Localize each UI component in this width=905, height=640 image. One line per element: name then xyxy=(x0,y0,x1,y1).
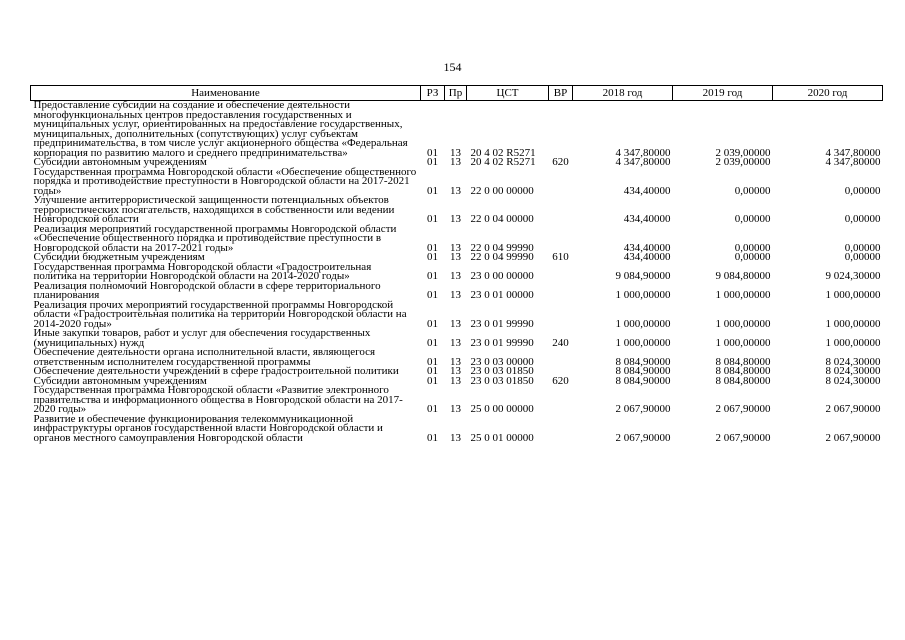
table-row xyxy=(31,386,883,415)
row-2020: 9 024,30000 xyxy=(825,270,881,282)
header-2020: 2020 год xyxy=(773,86,883,101)
row-2019: 8 084,80000 xyxy=(715,374,771,387)
row-2018: 434,40000 xyxy=(623,241,671,254)
row-pr: 13 xyxy=(450,336,461,349)
row-2018: 434,40000 xyxy=(623,184,671,197)
table-row xyxy=(31,415,883,444)
row-2020: 8 024,30000 xyxy=(825,374,881,387)
header-cst: ЦСТ xyxy=(467,86,549,101)
row-vr xyxy=(549,348,573,367)
row-vr: 620 xyxy=(552,374,569,387)
row-vr xyxy=(549,263,573,282)
table-row xyxy=(31,263,883,282)
header-pr: Пр xyxy=(445,86,467,101)
row-name: Предоставление субсидии на создание и обеспечение деятельности многофункциональных центров предоставления государственных и муниципальных услуг, ориентированных на предоставление государственных, муниципальных, дополнительных (сопутствующих) услуг субъектам предпринимательства, в том числе услуг акционерного общества «Федеральная корпорация по развитию малого и среднего предпринимательства» xyxy=(33,99,408,159)
row-2019: 1 000,00000 xyxy=(715,317,771,330)
row-2019: 0,00000 xyxy=(734,241,771,254)
row-2018: 434,40000 xyxy=(623,213,671,225)
row-2018: 1 000,00000 xyxy=(615,317,671,330)
row-2020: 1 000,00000 xyxy=(825,317,881,330)
row-vr xyxy=(549,101,573,159)
row-2020: 1 000,00000 xyxy=(825,289,881,301)
row-name: Субсидии автономным учреждениям xyxy=(33,374,207,387)
row-vr xyxy=(549,282,573,301)
row-cst: 23 0 03 00000 xyxy=(470,355,534,368)
row-cst: 25 0 00 00000 xyxy=(470,403,534,415)
row-rz: 01 xyxy=(427,213,438,225)
row-2018: 8 084,90000 xyxy=(615,365,671,377)
row-rz: 01 xyxy=(427,374,438,387)
row-pr: 13 xyxy=(450,184,461,197)
row-name: Обеспечение деятельности органа исполнительной власти, являющегося ответственным исполнителем государственной программы xyxy=(33,346,376,368)
table-row xyxy=(31,301,883,330)
row-name: Реализация прочих мероприятий государственной программы Новгородской области «Градостроительная политика на территории Новгородской области на 2014-2020 годы» xyxy=(33,298,407,330)
row-2020: 0,00000 xyxy=(844,241,881,254)
row-rz: 01 xyxy=(427,241,438,254)
row-rz: 01 xyxy=(427,355,438,368)
row-pr: 13 xyxy=(450,213,461,225)
row-name: Государственная программа Новгородской области «Обеспечение общественного порядка и противодействие преступности в Новгородской области на 2017-2021 годы» xyxy=(33,165,417,197)
row-rz: 01 xyxy=(427,336,438,349)
row-cst: 23 0 03 01850 xyxy=(470,374,534,387)
row-rz: 01 xyxy=(427,365,438,377)
row-rz: 01 xyxy=(427,403,438,415)
row-2020: 8 024,30000 xyxy=(825,355,881,368)
row-2018: 2 067,90000 xyxy=(615,431,671,444)
row-2019: 2 067,90000 xyxy=(715,403,771,415)
row-cst: 22 0 00 00000 xyxy=(470,184,534,197)
row-rz: 01 xyxy=(427,146,438,159)
page-number: 154 xyxy=(443,60,462,74)
row-pr: 13 xyxy=(450,251,461,263)
row-2020: 1 000,00000 xyxy=(825,336,881,349)
row-rz: 01 xyxy=(427,184,438,197)
table-row xyxy=(31,196,883,225)
row-2019: 8 084,80000 xyxy=(715,365,771,377)
header-2019: 2019 год xyxy=(673,86,773,101)
row-2019: 0,00000 xyxy=(734,213,771,225)
row-vr xyxy=(549,415,573,444)
row-rz: 01 xyxy=(427,270,438,282)
row-pr: 13 xyxy=(450,146,461,159)
row-2018: 8 084,90000 xyxy=(615,355,671,368)
row-name: Улучшение антитеррористической защищенности потенциальных объектов террористических посягательств, находящихся в собственности или ведении Новгородской области xyxy=(33,194,395,225)
table-row xyxy=(31,101,883,159)
row-name: Государственная программа Новгородской области «Развитие электронного правительства и информационного общества в Новгородской области на 2017-2020 годы» xyxy=(33,384,403,415)
row-name: Реализация мероприятий государственной программы Новгородской области «Обеспечение общественного порядка и противодействие преступности в Новгородской области на 2017-2021 годы» xyxy=(33,222,397,254)
row-vr: 610 xyxy=(552,251,569,263)
row-2020: 0,00000 xyxy=(844,184,881,197)
row-2020: 4 347,80000 xyxy=(825,156,881,168)
table-row xyxy=(31,225,883,254)
row-vr: 240 xyxy=(552,336,569,349)
row-2019: 1 000,00000 xyxy=(715,336,771,349)
row-2020: 2 067,90000 xyxy=(825,431,881,444)
row-2020: 2 067,90000 xyxy=(825,403,881,415)
row-pr: 13 xyxy=(450,355,461,368)
row-vr xyxy=(549,301,573,330)
row-name: Развитие и обеспечение функционирования телекоммуникационной инфраструктуры органов государственной власти Новгородской области и органов местного самоуправления Новгородской области xyxy=(33,412,383,444)
budget-table-wrapper xyxy=(30,85,882,443)
row-pr: 13 xyxy=(450,403,461,415)
row-2018: 1 000,00000 xyxy=(615,336,671,349)
row-cst: 23 0 01 99990 xyxy=(470,317,534,330)
row-rz: 01 xyxy=(427,289,438,301)
row-name: Реализация полномочий Новгородской области в сфере территориального планирования xyxy=(33,279,381,301)
row-name: Субсидии автономным учреждениям xyxy=(33,156,207,168)
row-vr xyxy=(549,386,573,415)
row-cst: 23 0 01 00000 xyxy=(470,289,534,301)
header-2018: 2018 год xyxy=(573,86,673,101)
row-2020: 0,00000 xyxy=(844,251,881,263)
budget-table xyxy=(30,85,883,443)
row-cst: 22 0 04 99990 xyxy=(470,251,534,263)
row-2018: 8 084,90000 xyxy=(615,374,671,387)
row-rz: 01 xyxy=(427,251,438,263)
row-pr: 13 xyxy=(450,431,461,444)
header-vr: ВР xyxy=(549,86,573,101)
row-cst: 22 0 04 99990 xyxy=(470,241,534,254)
row-cst: 25 0 01 00000 xyxy=(470,431,534,444)
row-2019: 0,00000 xyxy=(734,251,771,263)
row-name: Субсидии бюджетным учреждениям xyxy=(33,251,205,263)
row-rz: 01 xyxy=(427,156,438,168)
row-pr: 13 xyxy=(450,270,461,282)
row-2018: 2 067,90000 xyxy=(615,403,671,415)
row-2018: 9 084,90000 xyxy=(615,270,671,282)
row-2019: 2 039,00000 xyxy=(715,156,771,168)
table-row xyxy=(31,282,883,301)
row-cst: 23 0 01 99990 xyxy=(470,336,534,349)
header-rz: РЗ xyxy=(421,86,445,101)
row-cst: 20 4 02 R5271 xyxy=(470,146,536,159)
row-pr: 13 xyxy=(450,374,461,387)
row-vr xyxy=(549,225,573,254)
table-row xyxy=(31,168,883,197)
row-2018: 1 000,00000 xyxy=(615,289,671,301)
row-pr: 13 xyxy=(450,365,461,377)
row-2020: 8 024,30000 xyxy=(825,365,881,377)
row-2019: 2 067,90000 xyxy=(715,431,771,444)
row-2018: 4 347,80000 xyxy=(615,156,671,168)
row-name: Государственная программа Новгородской области «Градостроительная политика на территории Новгородской области на 2014-2020 годы» xyxy=(33,260,372,282)
row-cst: 20 4 02 R5271 xyxy=(470,156,536,168)
row-cst: 23 0 03 01850 xyxy=(470,365,534,377)
row-2019: 2 039,00000 xyxy=(715,146,771,159)
row-name: Обеспечение деятельности учреждений в сфере градостроительной политики xyxy=(33,365,399,377)
row-2020: 0,00000 xyxy=(844,213,881,225)
row-2019: 0,00000 xyxy=(734,184,771,197)
row-cst: 22 0 04 00000 xyxy=(470,213,534,225)
header-name: Наименование xyxy=(31,86,421,101)
row-rz: 01 xyxy=(427,317,438,330)
row-2018: 4 347,80000 xyxy=(615,146,671,159)
row-2020: 4 347,80000 xyxy=(825,146,881,159)
row-pr: 13 xyxy=(450,289,461,301)
row-vr xyxy=(549,196,573,225)
table-body xyxy=(31,101,883,444)
row-2018: 434,40000 xyxy=(623,251,671,263)
row-2019: 8 084,80000 xyxy=(715,355,771,368)
row-cst: 23 0 00 00000 xyxy=(470,270,534,282)
row-pr: 13 xyxy=(450,156,461,168)
row-pr: 13 xyxy=(450,241,461,254)
row-2019: 9 084,80000 xyxy=(715,270,771,282)
row-name: Иные закупки товаров, работ и услуг для обеспечения государственных (муниципальных) нужд xyxy=(33,327,371,349)
row-2019: 1 000,00000 xyxy=(715,289,771,301)
row-pr: 13 xyxy=(450,317,461,330)
row-rz: 01 xyxy=(427,431,438,444)
row-vr xyxy=(549,168,573,197)
row-vr: 620 xyxy=(552,156,569,168)
